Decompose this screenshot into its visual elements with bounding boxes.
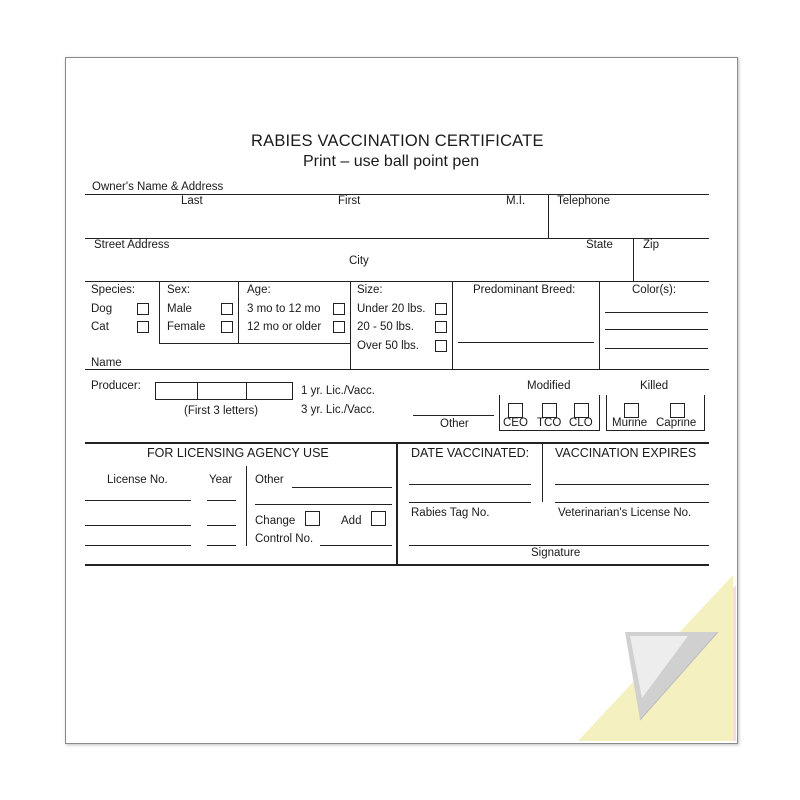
three-year-lic: 3 yr. Lic./Vacc. [301,404,375,416]
license-line-2[interactable] [85,525,191,526]
date-vaccinated-heading: DATE VACCINATED: [411,446,530,460]
street-address-label: Street Address [94,239,170,251]
agency-inner-divider [246,466,247,546]
producer-box-divider-2 [246,382,247,400]
ceo-label: CEO [503,417,528,429]
city-label: City [349,255,369,267]
other-label: Other [440,418,469,430]
change-label: Change [255,515,296,527]
pet-name-line[interactable] [85,369,709,370]
grid-divider-2 [238,281,239,343]
agency-heading: FOR LICENSING AGENCY USE [147,446,329,460]
colors-label: Color(s): [632,284,677,296]
clo-checkbox[interactable] [574,403,589,418]
name-label: Name [91,357,122,369]
male-checkbox[interactable] [221,303,233,315]
year-line-3[interactable] [207,545,236,546]
grid-divider-5 [599,281,600,369]
form-title: RABIES VACCINATION CERTIFICATE [251,132,544,150]
age-label: Age: [247,284,271,296]
grid-inner-line [159,343,350,344]
size-over-50: Over 50 lbs. [357,340,419,352]
other-agency-line-1[interactable] [292,487,392,488]
size-under-20-checkbox[interactable] [435,303,447,315]
zip-label: Zip [643,239,659,251]
sex-label: Sex: [167,284,191,296]
rabies-tag-line[interactable] [409,545,709,546]
breed-line[interactable] [458,342,594,343]
vaccination-expires-heading: VACCINATION EXPIRES [555,446,697,460]
caprine-label: Caprine [656,417,697,429]
other-agency-label: Other [255,474,284,486]
expires-line-1[interactable] [555,484,709,485]
tco-label: TCO [537,417,562,429]
clo-label: CLO [569,417,593,429]
color-line-3[interactable] [605,348,708,349]
first-three-letters: (First 3 letters) [184,405,259,417]
owner-section-label: Owner's Name & Address [92,181,224,193]
add-checkbox[interactable] [371,511,386,526]
mi-label: M.I. [506,195,526,207]
address-line[interactable] [85,281,709,282]
expires-line-2[interactable] [555,502,709,503]
other-agency-line-2[interactable] [255,504,392,505]
page-curl-graphic [570,570,740,745]
vet-license-label: Veterinarian's License No. [558,507,692,519]
control-no-label: Control No. [255,533,314,545]
last-label: Last [181,195,203,207]
grid-divider-1 [159,281,160,343]
tco-checkbox[interactable] [542,403,557,418]
control-no-line[interactable] [320,545,392,546]
species-label: Species: [91,284,136,296]
grid-divider-3 [350,281,351,369]
size-over-50-checkbox[interactable] [435,340,447,352]
size-under-20: Under 20 lbs. [357,303,426,315]
female-checkbox[interactable] [221,321,233,333]
rabies-tag-label: Rabies Tag No. [411,507,490,519]
add-label: Add [341,515,362,527]
murine-checkbox[interactable] [624,403,639,418]
telephone-divider [548,194,549,239]
year-line-1[interactable] [207,500,236,501]
one-year-lic: 1 yr. Lic./Vacc. [301,385,375,397]
date-line-1[interactable] [409,484,531,485]
age-3-12-checkbox[interactable] [333,303,345,315]
other-line[interactable] [413,415,494,416]
producer-letter-boxes[interactable] [155,382,293,400]
age-12-older-checkbox[interactable] [333,321,345,333]
size-20-50-checkbox[interactable] [435,321,447,333]
agency-divider [396,442,398,566]
color-line-2[interactable] [605,329,708,330]
caprine-checkbox[interactable] [670,403,685,418]
year-line-2[interactable] [207,525,236,526]
producer-label: Producer: [91,380,141,392]
license-line-1[interactable] [85,500,191,501]
grid-divider-4 [452,281,453,369]
species-cat: Cat [91,321,109,333]
cat-checkbox[interactable] [137,321,149,333]
dog-checkbox[interactable] [137,303,149,315]
size-label: Size: [357,284,383,296]
owner-top-line [85,194,709,195]
license-no-label: License No. [107,474,168,486]
license-line-3[interactable] [85,545,191,546]
age-12-older: 12 mo or older [247,321,322,333]
date-expires-divider [542,442,543,502]
zip-divider [633,238,634,282]
murine-label: Murine [612,417,648,429]
species-dog: Dog [91,303,113,315]
breed-label: Predominant Breed: [473,284,576,296]
killed-label: Killed [640,380,669,392]
producer-box-divider-1 [197,382,198,400]
telephone-label: Telephone [557,195,611,207]
agency-bottom-line [85,564,709,566]
date-line-2[interactable] [409,502,531,503]
ceo-checkbox[interactable] [508,403,523,418]
state-label: State [586,239,613,251]
form-subtitle: Print – use ball point pen [303,153,480,170]
modified-label: Modified [527,380,571,392]
size-20-50: 20 - 50 lbs. [357,321,414,333]
sex-male: Male [167,303,192,315]
year-label: Year [209,474,233,486]
sex-female: Female [167,321,206,333]
color-line-1[interactable] [605,312,708,313]
name-line[interactable] [85,238,709,239]
first-label: First [338,195,361,207]
age-3-12: 3 mo to 12 mo [247,303,321,315]
change-checkbox[interactable] [305,511,320,526]
signature-label: Signature [531,547,581,559]
